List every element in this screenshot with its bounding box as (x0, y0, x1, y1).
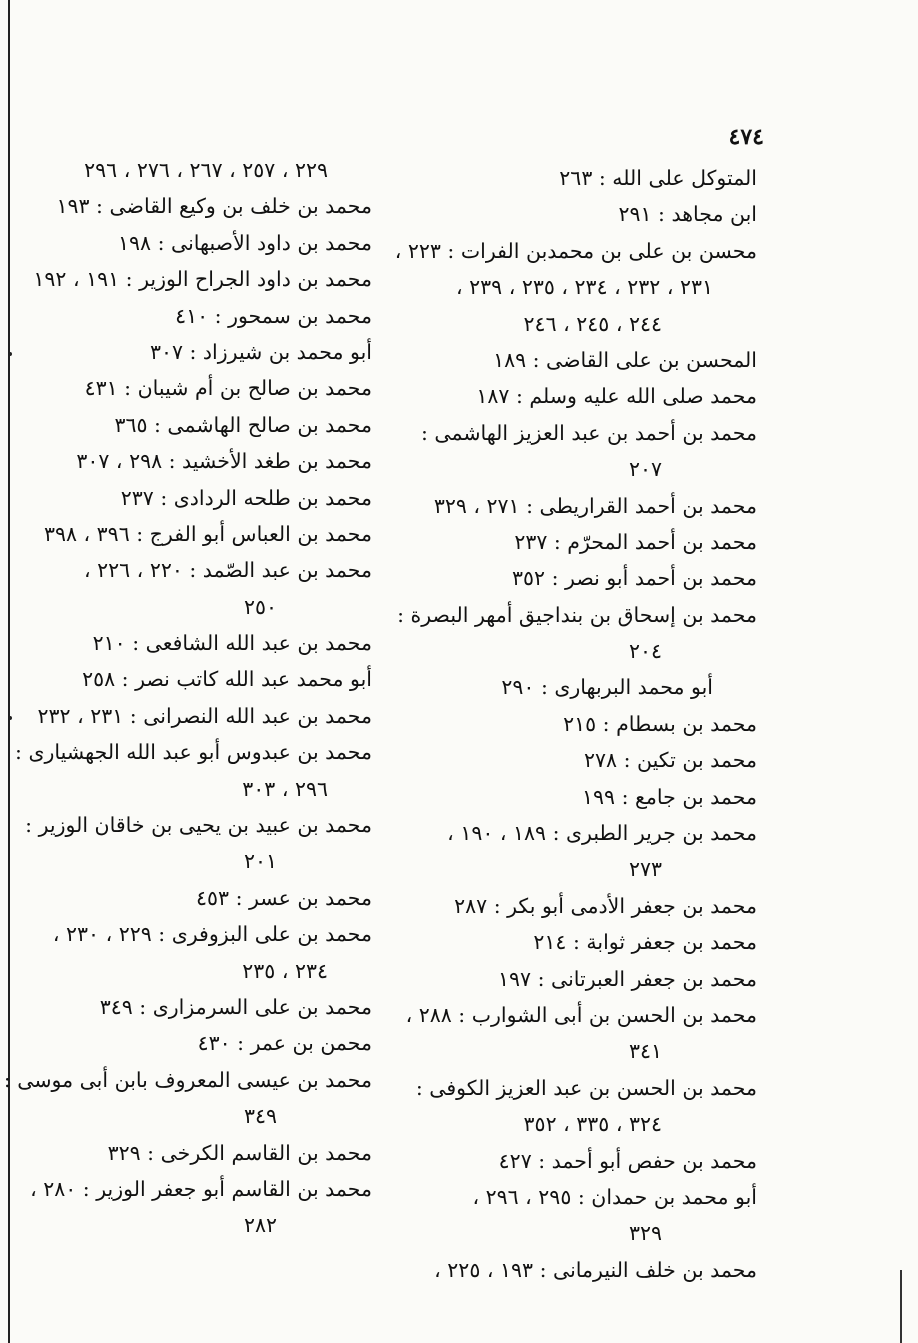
index-entry: ٣٢٩ (628, 1221, 662, 1246)
index-entry: ٢٠٧ (628, 457, 662, 482)
index-entry: محمد بن حفص أبو أحمد : ٤٢٧ (498, 1148, 757, 1173)
index-entry: ٢٠٤ (628, 639, 662, 664)
index-entry: محمد بن عبد الله النصرانى : ٢٣١ ، ٢٣٢ (37, 703, 372, 728)
index-entry: ٣٤١ (628, 1039, 662, 1064)
index-entry: أبو محمد بن حمدان : ٢٩٥ ، ٢٩٦ ، (472, 1184, 757, 1209)
index-entry: محمد بن جرير الطبرى : ١٨٩ ، ١٩٠ ، (447, 821, 757, 846)
index-entry: محمد بن صالح الهاشمى : ٣٦٥ (114, 412, 372, 437)
index-entry: محمد بن طغد الأخشيد : ٢٩٨ ، ٣٠٧ (76, 449, 372, 474)
index-entry: محسن بن على بن محمدبن الفرات : ٢٢٣ ، (394, 238, 757, 263)
index-entry: محمد بن جعفر ثوابة : ٢١٤ (533, 930, 757, 955)
index-entry: محمد بن تكين : ٢٧٨ (584, 748, 757, 773)
index-entry: محمد بن جعفر العبرتانى : ١٩٧ (498, 966, 757, 991)
index-entry: محمد بن العباس أبو الفرج : ٣٩٦ ، ٣٩٨ (43, 521, 372, 546)
index-entry: ٢٥٠ (243, 594, 277, 619)
scan-mark (8, 352, 12, 356)
page-left-edge (8, 0, 10, 1343)
index-entry: محمد بن أحمد المحرّم : ٢٣٧ (514, 529, 757, 554)
index-entry: محمد بن خلف النيرمانى : ١٩٣ ، ٢٢٥ ، (434, 1257, 757, 1282)
index-entry: أبو محمد البربهارى : ٢٩٠ (501, 675, 713, 700)
index-entry: أبو محمد بن شيرزاد : ٣٠٧ (149, 339, 372, 364)
index-entry: المتوكل على الله : ٢٦٣ (559, 166, 757, 190)
index-entry: محمن بن عمر : ٤٣٠ (197, 1031, 372, 1056)
index-entry: محمد بن عيسى المعروف بابن أبى موسى : (3, 1067, 372, 1092)
index-column-right (394, 160, 757, 1288)
index-entry: ٢٠١ (243, 849, 277, 874)
index-entry: ٢٧٣ (628, 857, 662, 882)
index-entry: ٢٨٢ (243, 1213, 277, 1238)
index-entry: محمد بن خلف بن وكيع القاضى : ١٩٣ (56, 194, 372, 219)
index-entry: محمد بن طلحه الردادى : ٢٣٧ (120, 485, 372, 510)
index-entry: محمد بن عبد الله الشافعى : ٢١٠ (92, 631, 372, 656)
page-right-edge (900, 1270, 902, 1343)
index-entry: ٣٢٤ ، ٣٣٥ ، ٣٥٢ (523, 1112, 662, 1137)
index-entry: محمد بن داود الجراح الوزير : ١٩١ ، ١٩٢ (33, 267, 372, 292)
index-entry: محمد بن جعفر الأدمى أبو بكر : ٢٨٧ (454, 893, 757, 918)
index-entry: محمد بن أحمد أبو نصر : ٣٥٢ (512, 566, 757, 591)
index-entry: ٢٤٤ ، ٢٤٥ ، ٢٤٦ (523, 311, 662, 336)
index-entry: المحسن بن على القاضى : ١٨٩ (493, 347, 757, 372)
index-entry: محمد بن الحسن بن عبد العزيز الكوفى : (415, 1075, 757, 1100)
index-entry: محمد بن على البزوفرى : ٢٢٩ ، ٢٣٠ ، (52, 922, 372, 947)
scan-mark (8, 716, 12, 720)
index-entry: ٢٣٤ ، ٢٣٥ (242, 958, 328, 983)
index-entry: محمد بن داود الأصبهانى : ١٩٨ (118, 230, 372, 255)
index-entry: محمد بن على السرمزارى : ٣٤٩ (99, 994, 372, 1019)
index-entry: محمد بن صالح بن أم شيبان : ٤٣١ (84, 376, 372, 401)
index-entry: محمد بن الحسن بن أبى الشوارب : ٢٨٨ ، (405, 1002, 757, 1027)
index-entry: محمد بن سمحور : ٤١٠ (175, 303, 372, 328)
index-entry: محمد بن أحمد القراريطى : ٢٧١ ، ٣٢٩ (433, 493, 757, 518)
index-entry: ٢٩٦ ، ٣٠٣ (242, 776, 328, 801)
index-entry: ٢٢٩ ، ٢٥٧ ، ٢٦٧ ، ٢٧٦ ، ٢٩٦ (84, 158, 328, 182)
index-entry: ابن مجاهد : ٢٩١ (618, 202, 757, 227)
index-entry: محمد بن عبد الصّمد : ٢٢٠ ، ٢٢٦ ، (83, 558, 372, 583)
page-number: ٤٧٤ (728, 124, 764, 150)
index-entry: ٣٤٩ (243, 1104, 277, 1129)
index-entry: محمد بن جامع : ١٩٩ (582, 784, 757, 809)
index-entry: محمد بن بسطام : ٢١٥ (563, 711, 757, 736)
index-entry: محمد بن أحمد بن عبد العزيز الهاشمى : (420, 420, 757, 445)
index-entry: محمد بن عبدوس أبو عبد الله الجهشيارى : (15, 740, 372, 765)
index-entry: محمد بن عسر : ٤٥٣ (196, 885, 372, 910)
index-column-left (3, 152, 372, 1244)
index-entry: محمد بن عبيد بن يحيى بن خاقان الوزير : (25, 813, 372, 838)
index-entry: ٢٣١ ، ٢٣٢ ، ٢٣٤ ، ٢٣٥ ، ٢٣٩ ، (456, 275, 713, 300)
index-entry: أبو محمد عبد الله كاتب نصر : ٢٥٨ (82, 667, 372, 692)
index-entry: محمد بن القاسم أبو جعفر الوزير : ٢٨٠ ، (30, 1176, 372, 1201)
index-entry: محمد صلى الله عليه وسلم : ١٨٧ (476, 384, 757, 409)
index-entry: محمد بن القاسم الكرخى : ٣٢٩ (107, 1140, 372, 1165)
index-entry: محمد بن إسحاق بن بنداجيق أمهر البصرة : (397, 602, 757, 627)
